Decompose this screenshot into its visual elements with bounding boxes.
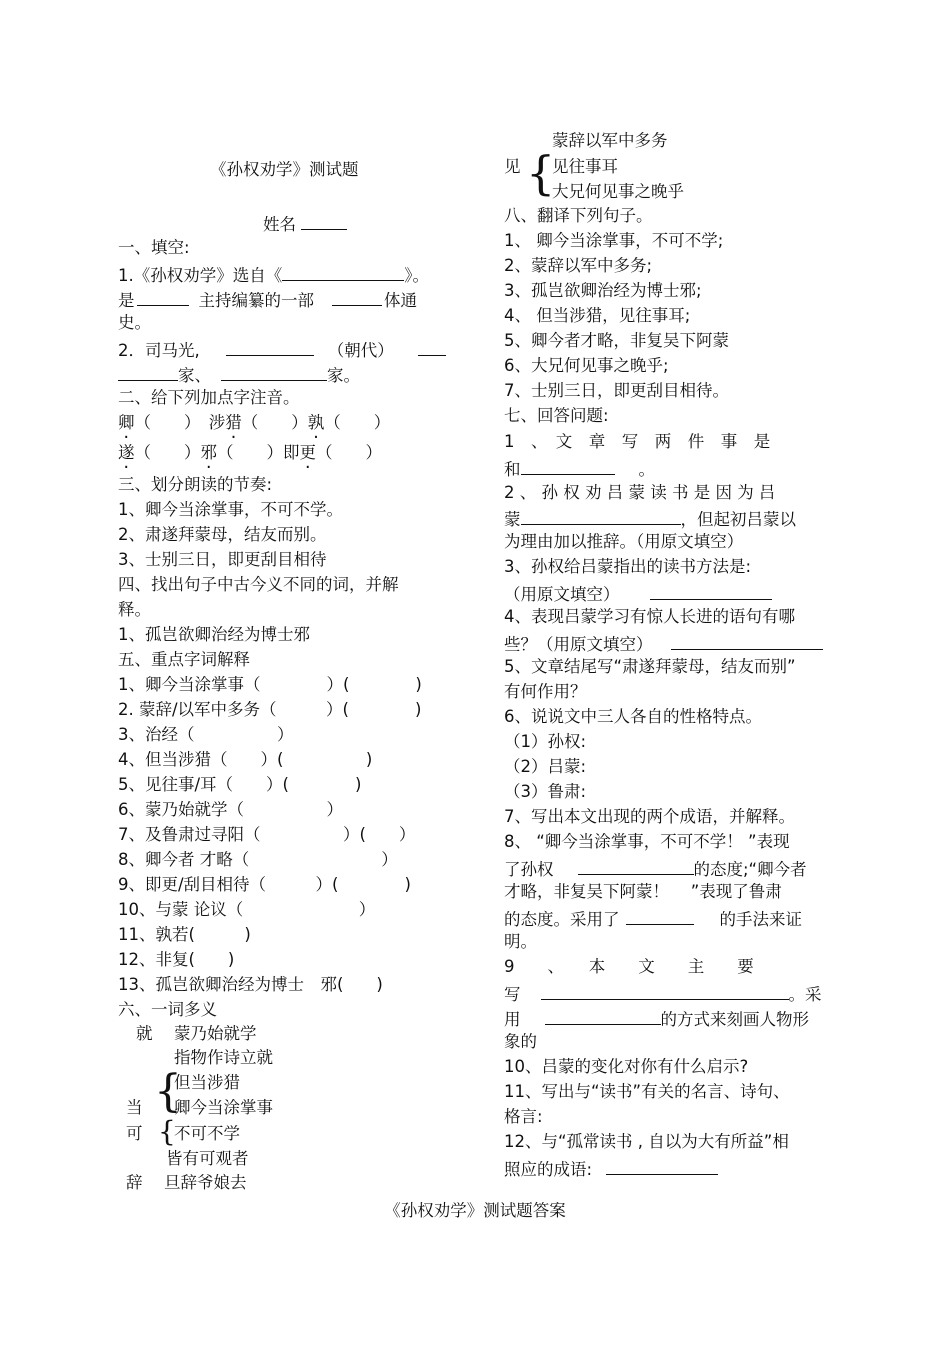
section-5-heading: 五、重点字词解释 [118, 650, 250, 669]
section-6-heading: 六、一词多义 [118, 1000, 217, 1019]
question-4-cont: 些？（用原文填空） [504, 632, 823, 655]
word-item: 4、但当涉猎（ ）( ) [118, 750, 373, 769]
question-12-cont: 照应的成语: [504, 1157, 718, 1180]
rhythm-item: 1、卿今当涂掌事，不可不学。 [118, 500, 343, 519]
blank[interactable] [521, 457, 615, 475]
polysemy-dang: 当 [126, 1098, 143, 1117]
question-8-cont: 了孙权 的态度;“卿今者 [504, 857, 807, 880]
question-8-cont: 才略，非复吴下阿蒙！ ”表现了鲁肃 [504, 882, 782, 901]
question-8-cont: 明。 [504, 932, 537, 951]
blank[interactable] [650, 582, 772, 600]
word-item: 8、卿今者 才略（ ） [118, 850, 398, 869]
word-item: 2. 蒙辞/以军中多务（ ）( ) [118, 700, 422, 719]
polysemy-example: 旦辞爷娘去 [164, 1173, 247, 1192]
blank[interactable] [545, 1007, 661, 1025]
polysemy-example: 蒙乃始就学 [174, 1024, 257, 1043]
question-8-cont: 的态度。采用了 的手法来证 [504, 907, 802, 930]
question-4: 4、表现吕蒙学习有惊人长进的语句有哪 [504, 607, 795, 626]
question-9-cont: 用 的方式来刻画人物形 [504, 1007, 809, 1030]
question-9: 9 、 本 文 主 要 [504, 957, 754, 976]
word-item: 9、即更/刮目相待（ ）( ) [118, 875, 411, 894]
question-8: 8、 “卿今当涂掌事，不可不学！ ”表现 [504, 832, 790, 851]
word-item: 5、见往事/耳（ ）( ) [118, 775, 362, 794]
polysemy-example: 卿今当涂掌事 [174, 1098, 273, 1117]
name-field [263, 212, 347, 235]
brace-icon: { [154, 1066, 182, 1117]
translate-item: 5、卿今者才略，非复吴下阿蒙 [504, 331, 729, 350]
word-item: 1、卿今当涂掌事（ ）( ) [118, 675, 422, 694]
answer-key-title: 《孙权劝学》测试题答案 [384, 1201, 566, 1220]
blank[interactable] [226, 338, 314, 356]
word-item: 3、治经（ ） [118, 725, 294, 744]
section-8-heading: 八、翻译下列句子。 [504, 206, 653, 225]
q1-line2: 是 主持编纂的一部 体通 [118, 288, 417, 311]
section-4-heading: 四、找出句子中古今义不同的词，并解 [118, 575, 399, 594]
name-label: 姓名 [263, 215, 296, 234]
blank[interactable] [418, 338, 446, 356]
rhythm-item: 2、肃遂拜蒙母，结友而别。 [118, 525, 327, 544]
blank[interactable] [626, 907, 694, 925]
blank[interactable] [606, 1157, 718, 1175]
polysemy-example: 大兄何见事之晚乎 [552, 182, 684, 201]
section-4-heading-cont: 释。 [118, 600, 151, 619]
blank[interactable] [282, 263, 404, 281]
question-10: 10、吕蒙的变化对你有什么启示? [504, 1057, 749, 1076]
polysemy-example: 见往事耳 [552, 157, 618, 176]
polysemy-example: 不可不学 [174, 1124, 240, 1143]
polysemy-example: 蒙辞以军中多务 [552, 131, 668, 150]
question-6-item: （1）孙权: [504, 732, 587, 751]
blank[interactable] [332, 288, 382, 306]
question-2-cont: 蒙 ，但起初吕蒙以 [504, 507, 796, 530]
question-3: 3、孙权给吕蒙指出的读书方法是: [504, 557, 752, 576]
translate-item: 6、大兄何见事之晚乎; [504, 356, 669, 375]
polysemy-example: 但当涉猎 [174, 1073, 240, 1092]
polysemy-example: 皆有可观者 [166, 1149, 249, 1168]
section-4-item: 1、孤岂欲卿治经为博士邪 [118, 625, 310, 644]
question-5-cont: 有何作用？ [504, 682, 587, 701]
section-3-heading: 三、划分朗读的节奏: [118, 475, 273, 494]
blank[interactable] [221, 363, 327, 381]
q1-line3: 史。 [118, 313, 151, 332]
question-2: 2 、 孙 权 劝 吕 蒙 读 书 是 因 为 吕 [504, 483, 776, 502]
word-item: 7、及鲁肃过寻阳（ ）( ） [118, 825, 416, 844]
brace-icon: { [526, 146, 556, 200]
word-item: 10、与蒙 论议（ ） [118, 900, 376, 919]
q2-line2: 家、 家。 [118, 363, 360, 386]
pinyin-row-2: 遂（ ）邪（ ）即更（ ） [118, 443, 382, 462]
pinyin-row-1: 卿（ ） 涉猎（ ）孰（ ） [118, 413, 391, 432]
blank[interactable] [578, 857, 694, 875]
q1-line1: 1.《孙权劝学》选自《 》。 [118, 263, 429, 286]
question-6-item: （3）鲁肃: [504, 782, 587, 801]
translate-item: 7、士别三日，即更刮目相待。 [504, 381, 729, 400]
question-1: 1 、 文 章 写 两 件 事 是 [504, 432, 771, 451]
translate-item: 1、 卿今当涂掌事，不可不学; [504, 231, 724, 250]
question-2-cont: 为理由加以推辞。（用原文填空） [504, 532, 744, 551]
question-7: 7、写出本文出现的两个成语，并解释。 [504, 807, 795, 826]
question-6-item: （2）吕蒙: [504, 757, 587, 776]
question-6: 6、说说文中三人各自的性格特点。 [504, 707, 762, 726]
blank[interactable] [118, 363, 178, 381]
translate-item: 4、 但当涉猎，见往事耳; [504, 306, 691, 325]
blank[interactable] [541, 982, 789, 1000]
word-item: 11、孰若( ) [118, 925, 251, 944]
question-9-cont: 象的 [504, 1032, 537, 1051]
section-1-heading: 一、填空: [118, 238, 190, 257]
polysemy-ci: 辞 [126, 1173, 143, 1192]
word-item: 12、非复( ) [118, 950, 235, 969]
question-11: 11、写出与“读书”有关的名言、诗句、 [504, 1082, 790, 1101]
blank[interactable] [137, 288, 189, 306]
question-11-cont: 格言: [504, 1107, 543, 1126]
polysemy-jiu: 就 [136, 1024, 153, 1043]
question-3-cont: （用原文填空） [504, 582, 772, 605]
translate-item: 2、蒙辞以军中多务; [504, 256, 653, 275]
rhythm-item: 3、士别三日，即更刮目相待 [118, 550, 327, 569]
section-7-heading: 七、回答问题: [504, 406, 609, 425]
brace-icon: { [158, 1115, 176, 1148]
word-item: 6、蒙乃始就学（ ） [118, 800, 343, 819]
polysemy-ke: 可 [126, 1124, 143, 1143]
translate-item: 3、孤岂欲卿治经为博士邪; [504, 281, 702, 300]
q2-line1: 2．司马光, （朝代） [118, 338, 446, 361]
blank[interactable] [521, 507, 681, 525]
question-9-cont: 写 。采 [504, 982, 822, 1005]
question-12: 12、与“孤常读书 , 自以为大有所益”相 [504, 1132, 789, 1151]
word-item: 13、孤岂欲卿治经为博士 邪( ) [118, 975, 383, 994]
name-blank[interactable] [301, 212, 347, 230]
section-2-heading: 二、给下列加点字注音。 [118, 388, 300, 407]
polysemy-jian: 见 [504, 157, 521, 176]
polysemy-example: 指物作诗立就 [174, 1048, 273, 1067]
question-5: 5、文章结尾写“肃遂拜蒙母，结友而别” [504, 657, 796, 676]
blank[interactable] [671, 632, 823, 650]
question-1-cont: 和 。 [504, 457, 655, 480]
page-title: 《孙权劝学》测试题 [210, 160, 359, 179]
